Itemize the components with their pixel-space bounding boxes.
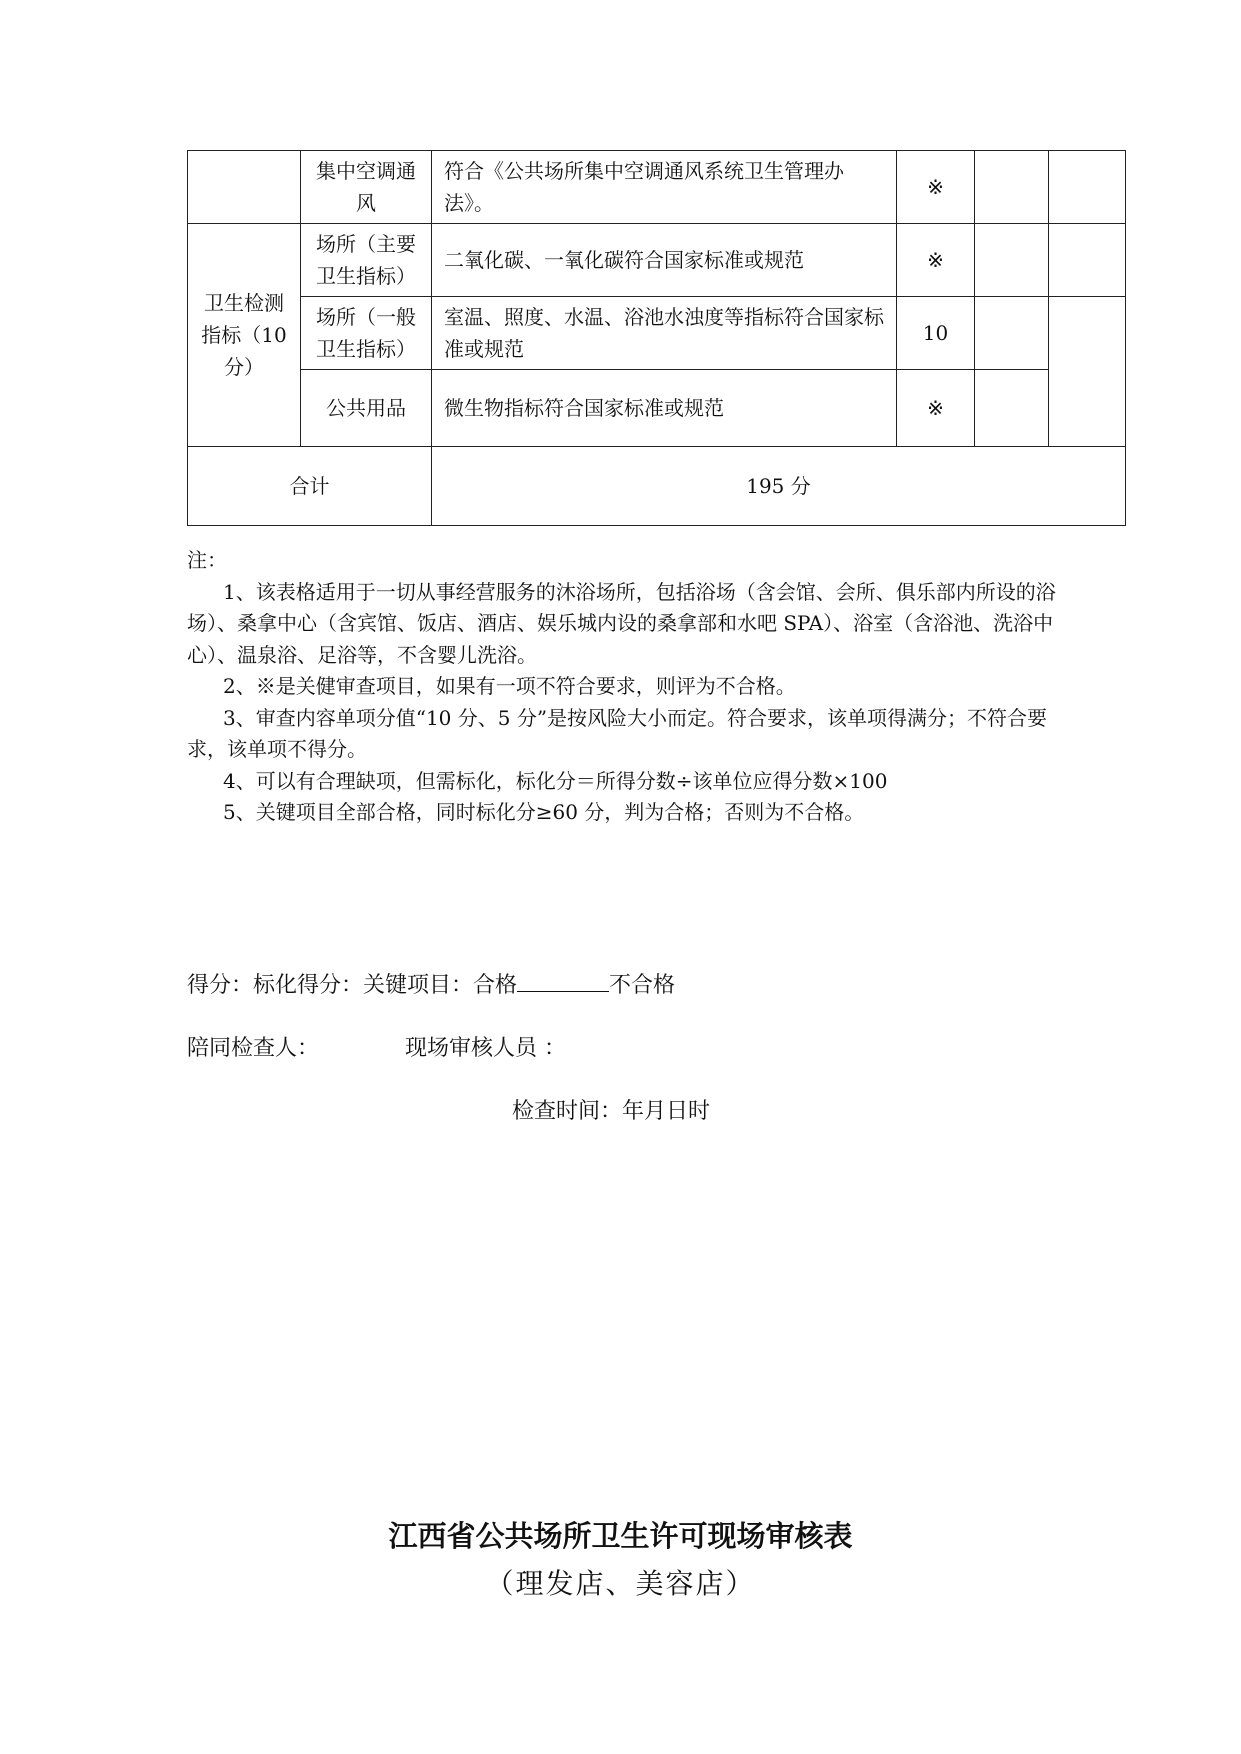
- score-line-suffix: 不合格: [609, 973, 676, 998]
- inspection-time: 检查时间：年月日时: [512, 1099, 711, 1124]
- total-label: 合计: [188, 447, 432, 526]
- blank-cell: [1049, 151, 1126, 224]
- blank-cell: [1049, 224, 1126, 297]
- score-cell: ※: [897, 151, 975, 224]
- companion-label: 陪同检查人：: [187, 1036, 320, 1061]
- content-cell: 二氧化碳、一氧化碳符合国家标准或规范: [432, 224, 897, 297]
- reviewer-label: 现场审核人员 ：: [405, 1036, 567, 1061]
- item-cell: 场所（主要卫生指标）: [301, 224, 432, 297]
- table-row: [188, 297, 1126, 370]
- review-table: [187, 150, 1126, 526]
- notes-section: [187, 545, 1057, 829]
- pass-blank: [517, 969, 609, 992]
- score-line-prefix: 得分：标化得分：关键项目：合格: [187, 973, 518, 998]
- note-item: 2、※是关健审查项目，如果有一项不符合要求，则评为不合格。: [223, 674, 796, 698]
- content-cell: 微生物指标符合国家标准或规范: [432, 370, 897, 447]
- score-line: [187, 968, 675, 999]
- score-cell: 10: [897, 297, 975, 370]
- form-title: 江西省公共场所卫生许可现场审核表: [388, 1519, 853, 1553]
- score-cell: ※: [897, 370, 975, 447]
- category-cell: [188, 151, 301, 224]
- content-cell: 室温、照度、水温、浴池水浊度等指标符合国家标准或规范: [432, 297, 897, 370]
- score-cell: ※: [897, 224, 975, 297]
- notes-heading: 注：: [187, 548, 227, 572]
- note-item: 5、关键项目全部合格，同时标化分≥60 分，判为合格；否则为不合格。: [223, 800, 865, 824]
- content-cell: 符合《公共场所集中空调通风系统卫生管理办法》。: [432, 151, 897, 224]
- signature-line: [187, 1031, 566, 1062]
- category-cell: 卫生检测指标（10 分）: [188, 224, 301, 447]
- item-cell: 集中空调通风: [301, 151, 432, 224]
- note-item: 4、可以有合理缺项，但需标化，标化分＝所得分数÷该单位应得分数×100: [223, 768, 888, 793]
- item-cell: 场所（一般卫生指标）: [301, 297, 432, 370]
- table-row: [188, 370, 1126, 447]
- form-subtitle: （理发店、美容店）: [485, 1567, 756, 1600]
- note-item: 1、该表格适用于一切从事经营服务的沐浴场所，包括浴场（含会馆、会所、俱乐部内所设的浴场）、桑拿中心（含宾馆、饭店、酒店、娱乐城内设的桑拿部和水吧 SPA）、浴室（含浴池、洗浴中心）、温泉浴、足浴等，不含婴儿洗浴。: [187, 579, 1056, 667]
- blank-cell: [975, 297, 1049, 370]
- blank-cell: [975, 224, 1049, 297]
- item-cell: 公共用品: [301, 370, 432, 447]
- total-value: 195 分: [432, 447, 1126, 526]
- blank-cell: [975, 370, 1049, 447]
- blank-cell: [975, 151, 1049, 224]
- blank-cell: [1049, 297, 1126, 447]
- table-row: [188, 224, 1126, 297]
- total-row: [188, 447, 1126, 526]
- table-row: [188, 151, 1126, 224]
- note-item: 3、审查内容单项分值“10 分、5 分”是按风险大小而定。符合要求，该单项得满分；不符合要求，该单项不得分。: [187, 705, 1048, 761]
